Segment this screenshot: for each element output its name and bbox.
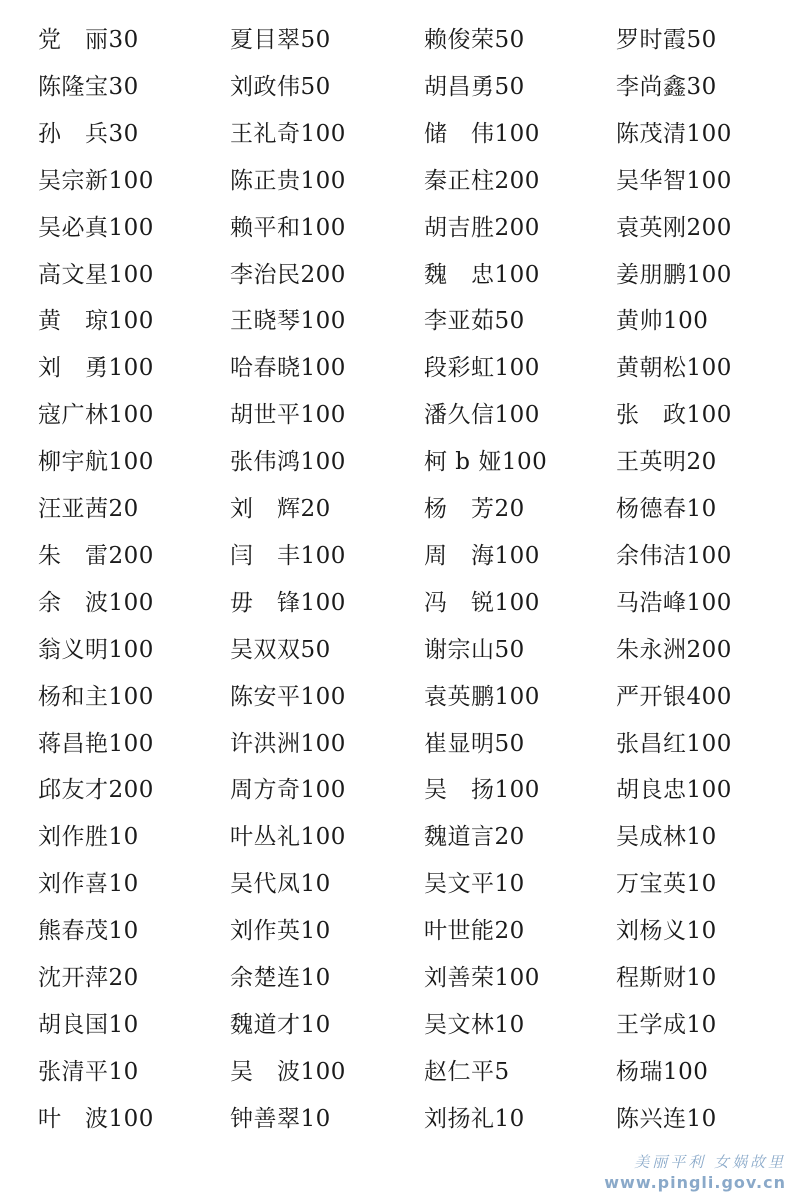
donor-entry: 李亚茹50	[424, 308, 525, 335]
donor-entry: 陈安平100	[230, 683, 346, 710]
donor-entry: 段彩虹100	[424, 355, 540, 382]
donor-entry: 刘 辉20	[230, 496, 331, 522]
donor-entry: 张 政100	[616, 402, 732, 429]
donor-entry: 陈兴连10	[616, 1105, 717, 1132]
watermark-url: www.pingli.gov.cn	[604, 1173, 786, 1192]
donor-entry: 余伟洁100	[616, 542, 732, 569]
donor-entry: 黄帅100	[616, 308, 709, 335]
donor-entry: 熊春茂10	[38, 918, 139, 945]
donor-entry: 叶世能20	[424, 918, 525, 945]
donor-row	[0, 580, 800, 626]
donor-entry: 储 伟100	[424, 120, 540, 147]
site-watermark	[586, 1152, 786, 1194]
donor-row	[0, 908, 800, 954]
donor-entry: 魏道言20	[424, 824, 525, 851]
donor-entry: 叶 波100	[38, 1105, 154, 1132]
donor-entry: 张昌红100	[616, 730, 732, 757]
watermark-slogan: 美丽平利 女娲故里	[634, 1153, 786, 1171]
donor-entry: 钟善翠10	[230, 1105, 331, 1132]
donor-row	[0, 111, 800, 157]
donor-row	[0, 627, 800, 673]
donor-row	[0, 439, 800, 485]
donor-entry: 魏道才10	[230, 1011, 331, 1038]
donor-row	[0, 1002, 800, 1048]
donor-entry: 陈正贵100	[230, 167, 346, 194]
donor-entry: 吴宗新100	[38, 167, 154, 194]
donor-entry: 柳宇航100	[38, 449, 154, 476]
donor-entry: 吴成林10	[616, 824, 717, 851]
donor-entry: 赵仁平5	[424, 1058, 510, 1085]
donor-entry: 李治民200	[230, 261, 346, 288]
donor-row	[0, 533, 800, 579]
donor-entry: 吴必真100	[38, 214, 154, 241]
donor-entry: 朱 雷200	[38, 542, 154, 569]
donor-entry: 王晓琴100	[230, 308, 346, 335]
donor-entry: 胡良忠100	[616, 777, 732, 804]
donor-entry: 马浩峰100	[616, 589, 732, 616]
donor-entry: 高文星100	[38, 261, 154, 288]
donor-entry: 胡吉胜200	[424, 214, 540, 241]
donor-entry: 哈春晓100	[230, 355, 346, 382]
donor-row	[0, 298, 800, 344]
donor-entry: 秦正柱200	[424, 167, 540, 194]
donor-entry: 袁英鹏100	[424, 683, 540, 710]
donor-entry: 魏 忠100	[424, 261, 540, 288]
donor-entry: 袁英刚200	[616, 214, 732, 241]
donor-entry: 沈开萍20	[38, 965, 139, 991]
donor-entry: 杨瑞100	[616, 1058, 709, 1085]
donor-entry: 吴 扬100	[424, 777, 540, 804]
donor-entry: 王学成10	[616, 1011, 717, 1038]
donor-row	[0, 486, 800, 532]
donor-entry: 翁义明100	[38, 636, 154, 663]
donor-entry: 黄 琼100	[38, 308, 154, 335]
donor-entry: 胡良国10	[38, 1011, 139, 1038]
donor-row	[0, 674, 800, 720]
donor-entry: 陈茂清100	[616, 120, 732, 147]
donor-entry: 刘作喜10	[38, 871, 139, 898]
donor-entry: 黄朝松100	[616, 355, 732, 382]
donor-row	[0, 861, 800, 907]
donor-entry: 赖平和100	[230, 214, 346, 241]
donor-entry: 邱友才200	[38, 777, 154, 804]
donor-entry: 朱永洲200	[616, 636, 732, 663]
donor-entry: 吴 波100	[230, 1058, 346, 1085]
donor-entry: 杨德春10	[616, 496, 717, 522]
donor-entry: 叶丛礼100	[230, 824, 346, 851]
donor-entry: 党 丽30	[38, 27, 139, 53]
donor-entry: 吴代凤10	[230, 871, 331, 898]
donor-row	[0, 392, 800, 438]
donor-row	[0, 1049, 800, 1095]
donor-row	[0, 345, 800, 391]
donor-entry: 王英明20	[616, 449, 717, 476]
donor-entry: 刘作英10	[230, 918, 331, 945]
donor-entry: 吴华智100	[616, 167, 732, 194]
donor-entry: 余 波100	[38, 589, 154, 616]
donor-entry: 王礼奇100	[230, 120, 346, 147]
donor-entry: 孙 兵30	[38, 120, 139, 147]
donor-entry: 赖俊荣50	[424, 27, 525, 53]
donor-row	[0, 955, 800, 1001]
donor-entry: 胡昌勇50	[424, 73, 525, 100]
donor-entry: 胡世平100	[230, 402, 346, 429]
donor-row	[0, 814, 800, 860]
donor-entry: 刘杨义10	[616, 918, 717, 945]
donor-entry: 吴文平10	[424, 871, 525, 898]
donor-entry: 刘善荣100	[424, 965, 540, 991]
donor-entry: 张伟鸿100	[230, 449, 346, 476]
donor-row	[0, 721, 800, 767]
donor-row	[0, 17, 800, 63]
donor-entry: 吴双双50	[230, 636, 331, 663]
donor-entry: 杨和主100	[38, 683, 154, 710]
donor-entry: 柯 b 娅100	[424, 449, 548, 476]
donor-entry: 严开银400	[616, 683, 732, 710]
donor-entry: 罗时霞50	[616, 27, 717, 53]
donor-entry: 潘久信100	[424, 402, 540, 429]
donor-entry: 陈隆宝30	[38, 73, 139, 100]
donor-entry: 刘扬礼10	[424, 1105, 525, 1132]
donor-entry: 万宝英10	[616, 871, 717, 898]
donor-entry: 周方奇100	[230, 777, 346, 804]
donor-entry: 毋 锋100	[230, 589, 346, 616]
donor-entry: 谢宗山50	[424, 636, 525, 663]
donor-row	[0, 158, 800, 204]
donor-entry: 程斯财10	[616, 965, 717, 991]
donor-row	[0, 205, 800, 251]
donor-entry: 李尚鑫30	[616, 73, 717, 100]
donor-entry: 夏目翠50	[230, 27, 331, 53]
donor-entry: 崔显明50	[424, 730, 525, 757]
donor-entry: 寇广林100	[38, 402, 154, 429]
donor-entry: 姜朋鹏100	[616, 261, 732, 288]
donor-entry: 汪亚茜20	[38, 496, 139, 522]
donor-row	[0, 252, 800, 298]
donor-row	[0, 767, 800, 813]
donor-entry: 许洪洲100	[230, 730, 346, 757]
donor-entry: 闫 丰100	[230, 542, 346, 569]
donor-row	[0, 64, 800, 110]
donor-entry: 刘 勇100	[38, 355, 154, 382]
donor-entry: 吴文林10	[424, 1011, 525, 1038]
donor-row	[0, 1096, 800, 1142]
donor-entry: 冯 锐100	[424, 589, 540, 616]
donor-entry: 蒋昌艳100	[38, 730, 154, 757]
donor-entry: 周 海100	[424, 542, 540, 569]
donor-entry: 余楚连10	[230, 965, 331, 991]
donor-entry: 杨 芳20	[424, 496, 525, 522]
donor-entry: 张清平10	[38, 1058, 139, 1085]
donor-entry: 刘作胜10	[38, 824, 139, 851]
donor-entry: 刘政伟50	[230, 73, 331, 100]
